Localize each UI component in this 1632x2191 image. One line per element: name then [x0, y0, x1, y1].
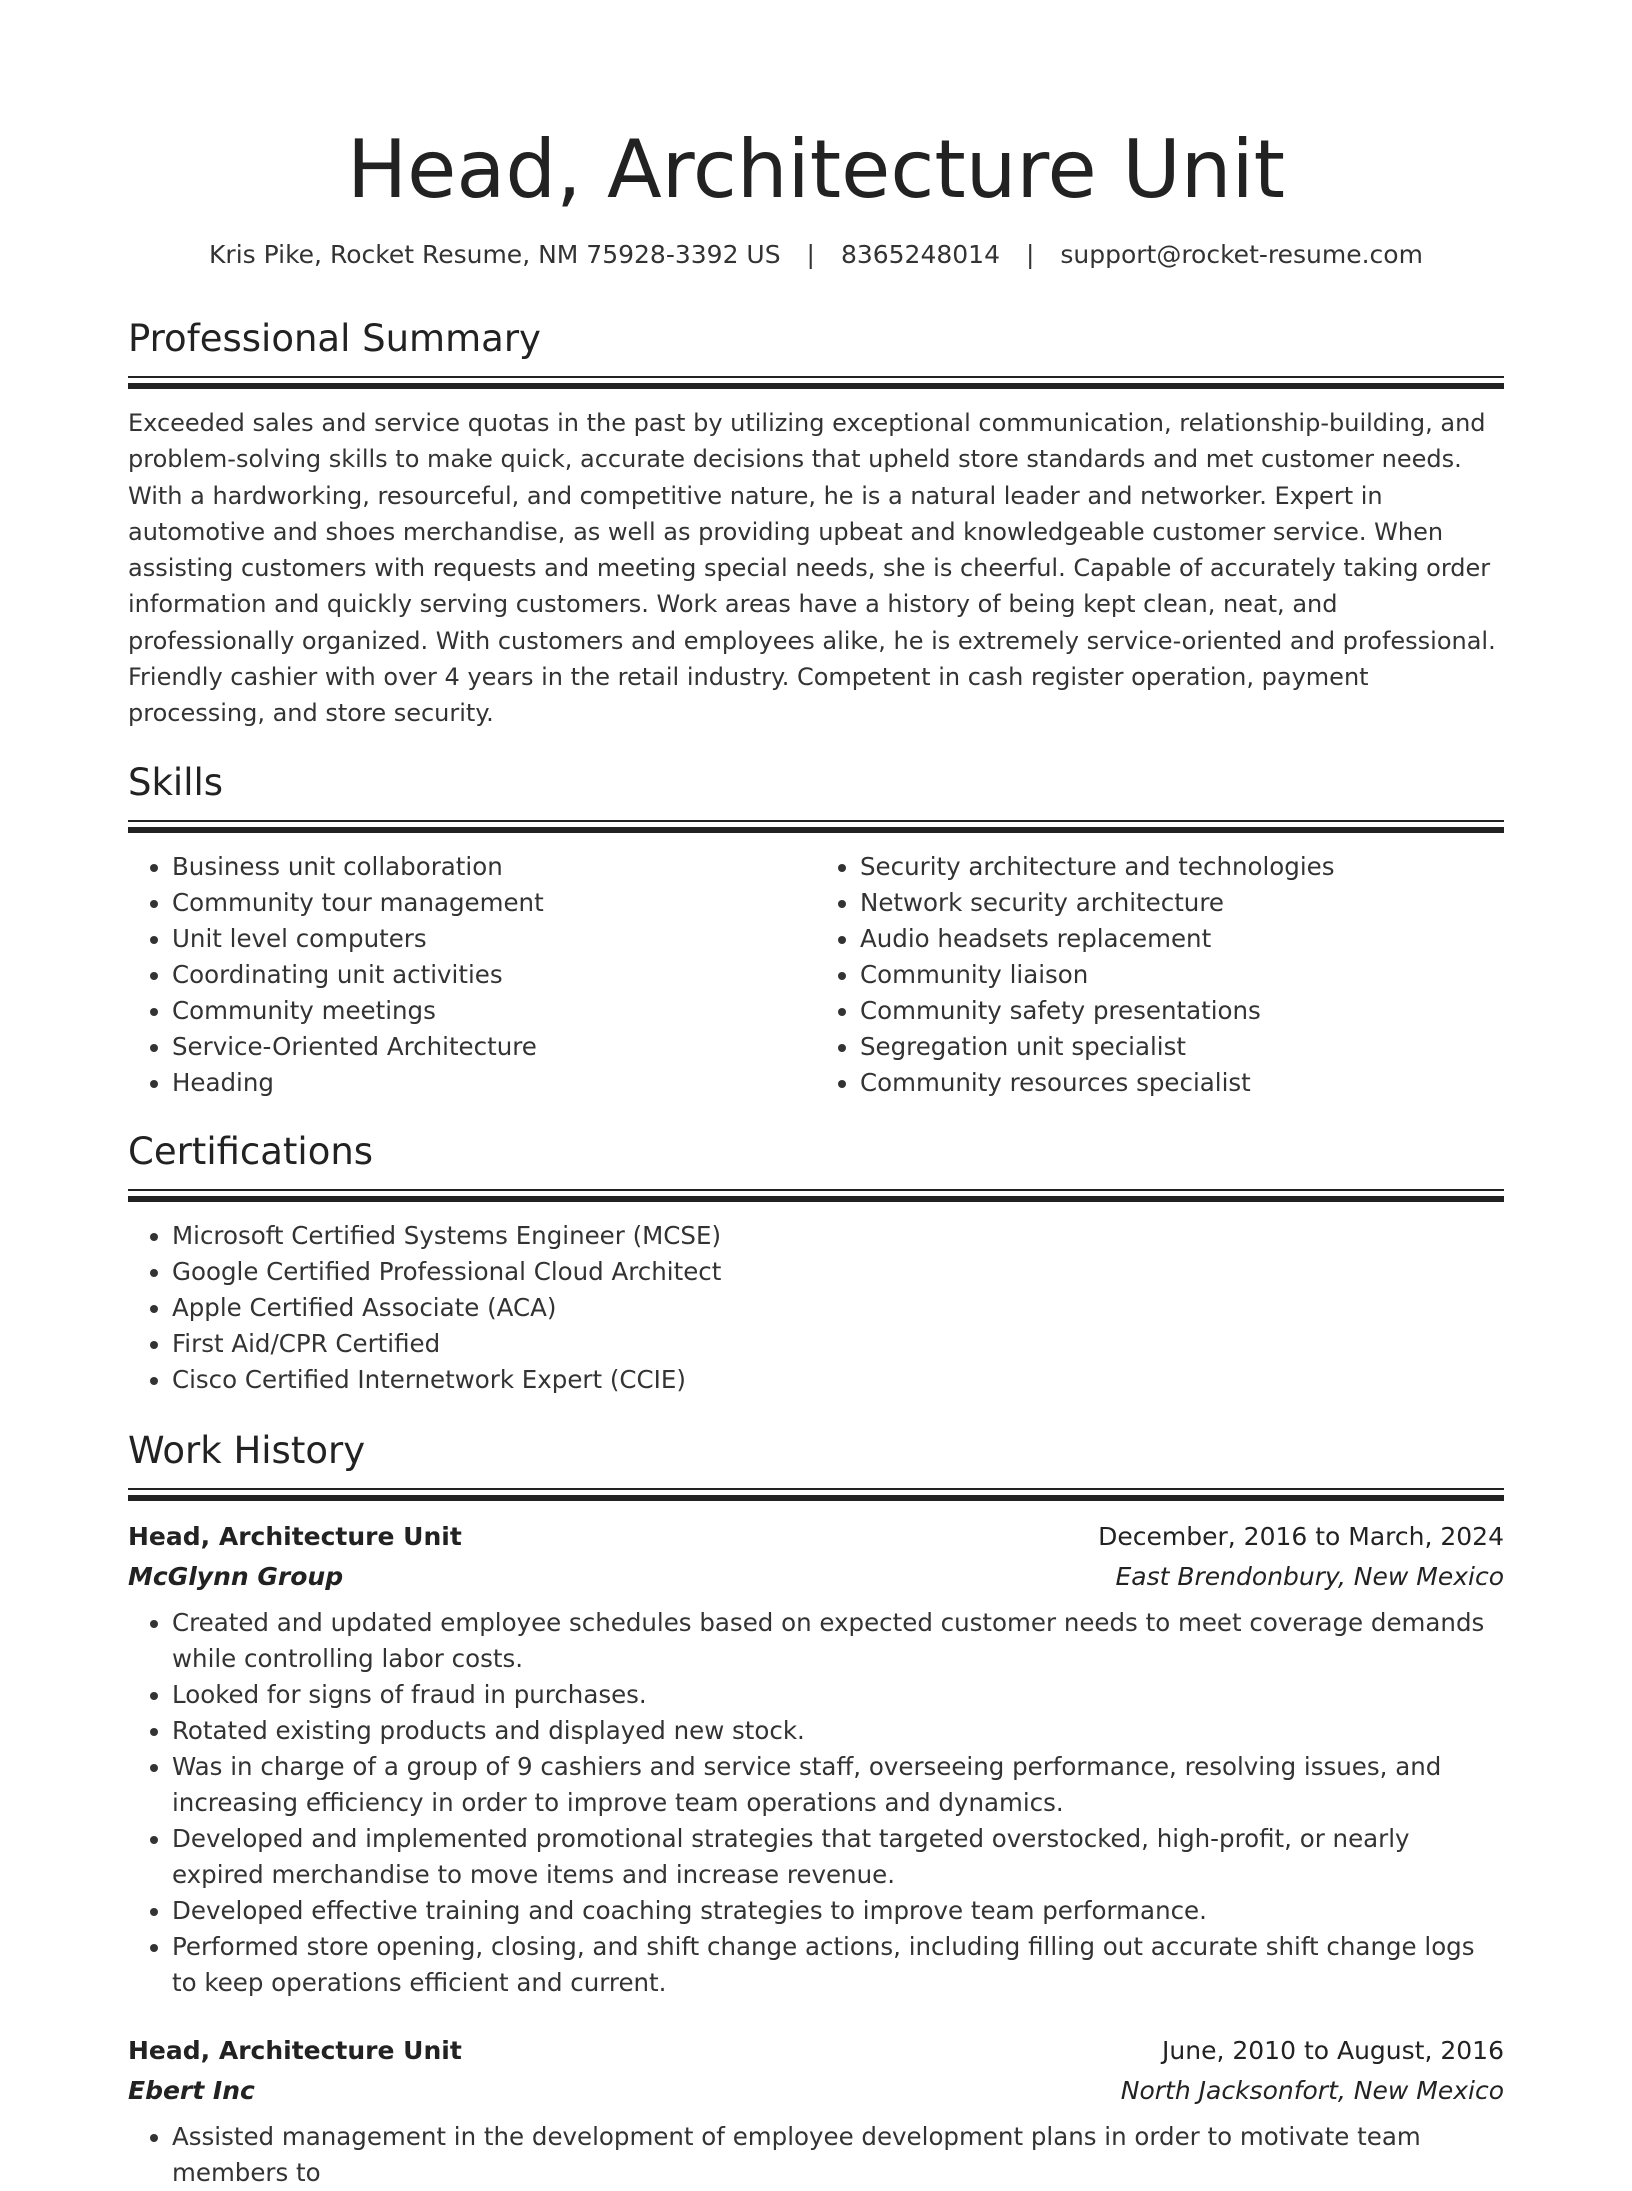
- job-title: Head, Architecture Unit: [128, 1521, 462, 1551]
- job-bullet: • Performed store opening, closing, and shift change actions, including filling out accurate shift change logs to keep operations efficient and current.: [172, 1929, 1504, 2001]
- contact-separator: |: [806, 240, 815, 269]
- section-divider: [128, 820, 1504, 833]
- section-heading-work-history: Work History: [128, 1428, 366, 1472]
- section-divider: [128, 376, 1504, 389]
- job-bullet: • Looked for signs of fraud in purchases.: [172, 1677, 1504, 1713]
- skills-columns: [128, 849, 1504, 1101]
- certifications-section: [128, 1129, 1504, 1398]
- skill-item: • Community safety presentations: [860, 993, 1504, 1029]
- work-history-section: [128, 1428, 1504, 2191]
- skill-item: • Service-Oriented Architecture: [172, 1029, 816, 1065]
- job-subheader: [128, 1557, 1504, 1597]
- section-divider: [128, 1488, 1504, 1501]
- job-bullets: [128, 1605, 1504, 2001]
- job-location: North Jacksonfort, New Mexico: [1120, 2075, 1504, 2105]
- skill-item: • Coordinating unit activities: [172, 957, 816, 993]
- skill-item: • Unit level computers: [172, 921, 816, 957]
- job-dates: June, 2010 to August, 2016: [1162, 2035, 1504, 2065]
- job-bullet: • Developed effective training and coaching strategies to improve team performance.: [172, 1893, 1504, 1929]
- skill-item: • Community meetings: [172, 993, 816, 1029]
- certification-item: • Google Certified Professional Cloud Architect: [172, 1254, 1504, 1290]
- resume-page: [128, 120, 1504, 2191]
- skill-item: • Security architecture and technologies: [860, 849, 1504, 885]
- job-bullet: • Developed and implemented promotional strategies that targeted overstocked, high-profit, or nearly expired merchandise to move items and increase revenue.: [172, 1821, 1504, 1893]
- skills-section: [128, 760, 1504, 1101]
- skill-item: • Community liaison: [860, 957, 1504, 993]
- contact-line: [128, 238, 1504, 272]
- job-header: [128, 2031, 1504, 2071]
- skill-item: • Business unit collaboration: [172, 849, 816, 885]
- job-bullet: • Rotated existing products and displayed new stock.: [172, 1713, 1504, 1749]
- job-entry: [128, 2031, 1504, 2191]
- job-header: [128, 1517, 1504, 1557]
- job-dates: December, 2016 to March, 2024: [1098, 1521, 1504, 1551]
- skill-item: • Community tour management: [172, 885, 816, 921]
- job-company: McGlynn Group: [128, 1561, 344, 1591]
- certifications-list: [128, 1218, 1504, 1398]
- certification-item: • Cisco Certified Internetwork Expert (CCIE): [172, 1362, 1504, 1398]
- skills-list-left: [128, 849, 816, 1101]
- skill-item: • Audio headsets replacement: [860, 921, 1504, 957]
- section-divider: [128, 1189, 1504, 1202]
- contact-separator: |: [1025, 240, 1035, 269]
- skill-item: • Segregation unit specialist: [860, 1029, 1504, 1065]
- skill-item: • Heading: [172, 1065, 816, 1101]
- job-bullet: • Was in charge of a group of 9 cashiers and service staff, overseeing performance, resolving issues, and increasing efficiency in order to improve team operations and dynamics.: [172, 1749, 1504, 1821]
- skill-item: • Community resources specialist: [860, 1065, 1504, 1101]
- resume-title: Head, Architecture Unit: [346, 123, 1286, 216]
- job-title: Head, Architecture Unit: [128, 2035, 462, 2065]
- job-company: Ebert Inc: [128, 2075, 255, 2105]
- job-location: East Brendonbury, New Mexico: [1115, 1561, 1504, 1591]
- summary-section: [128, 316, 1504, 732]
- skill-item: • Network security architecture: [860, 885, 1504, 921]
- job-subheader: [128, 2071, 1504, 2111]
- section-heading-certifications: Certifications: [128, 1129, 374, 1173]
- job-bullet: • Created and updated employee schedules based on expected customer needs to meet coverage demands while controlling labor costs.: [172, 1605, 1504, 1677]
- contact-email: support@rocket-resume.com: [1060, 240, 1423, 269]
- certification-item: • Microsoft Certified Systems Engineer (MCSE): [172, 1218, 1504, 1254]
- contact-address: Kris Pike, Rocket Resume, NM 75928-3392 US: [209, 240, 781, 269]
- job-bullets: [128, 2119, 1504, 2191]
- certification-item: • Apple Certified Associate (ACA): [172, 1290, 1504, 1326]
- summary-text: Exceeded sales and service quotas in the past by utilizing exceptional communication, relationship-building, and problem-solving skills to make quick, accurate decisions that upheld store standards and met customer needs. With a hardworking, resourceful, and competitive nature, he is a natural leader and networker. Expert in automotive and shoes merchandise, as well as providing upbeat and knowledgeable customer service. When assisting customers with requests and meeting special needs, she is cheerful. Capable of accurately taking order information and quickly serving customers. Work areas have a history of being kept clean, neat, and professionally organized. With customers and employees alike, he is extremely service-oriented and professional. Friendly cashier with over 4 years in the retail industry. Competent in cash register operation, payment processing, and store security.: [128, 409, 1496, 728]
- section-heading-skills: Skills: [128, 760, 224, 804]
- contact-phone: 8365248014: [840, 240, 1000, 269]
- certification-item: • First Aid/CPR Certified: [172, 1326, 1504, 1362]
- job-bullet: • Assisted management in the development of employee development plans in order to motivate team members to: [172, 2119, 1504, 2191]
- skills-list-right: [816, 849, 1504, 1101]
- job-entry: [128, 1517, 1504, 2001]
- section-heading-summary: Professional Summary: [128, 317, 541, 360]
